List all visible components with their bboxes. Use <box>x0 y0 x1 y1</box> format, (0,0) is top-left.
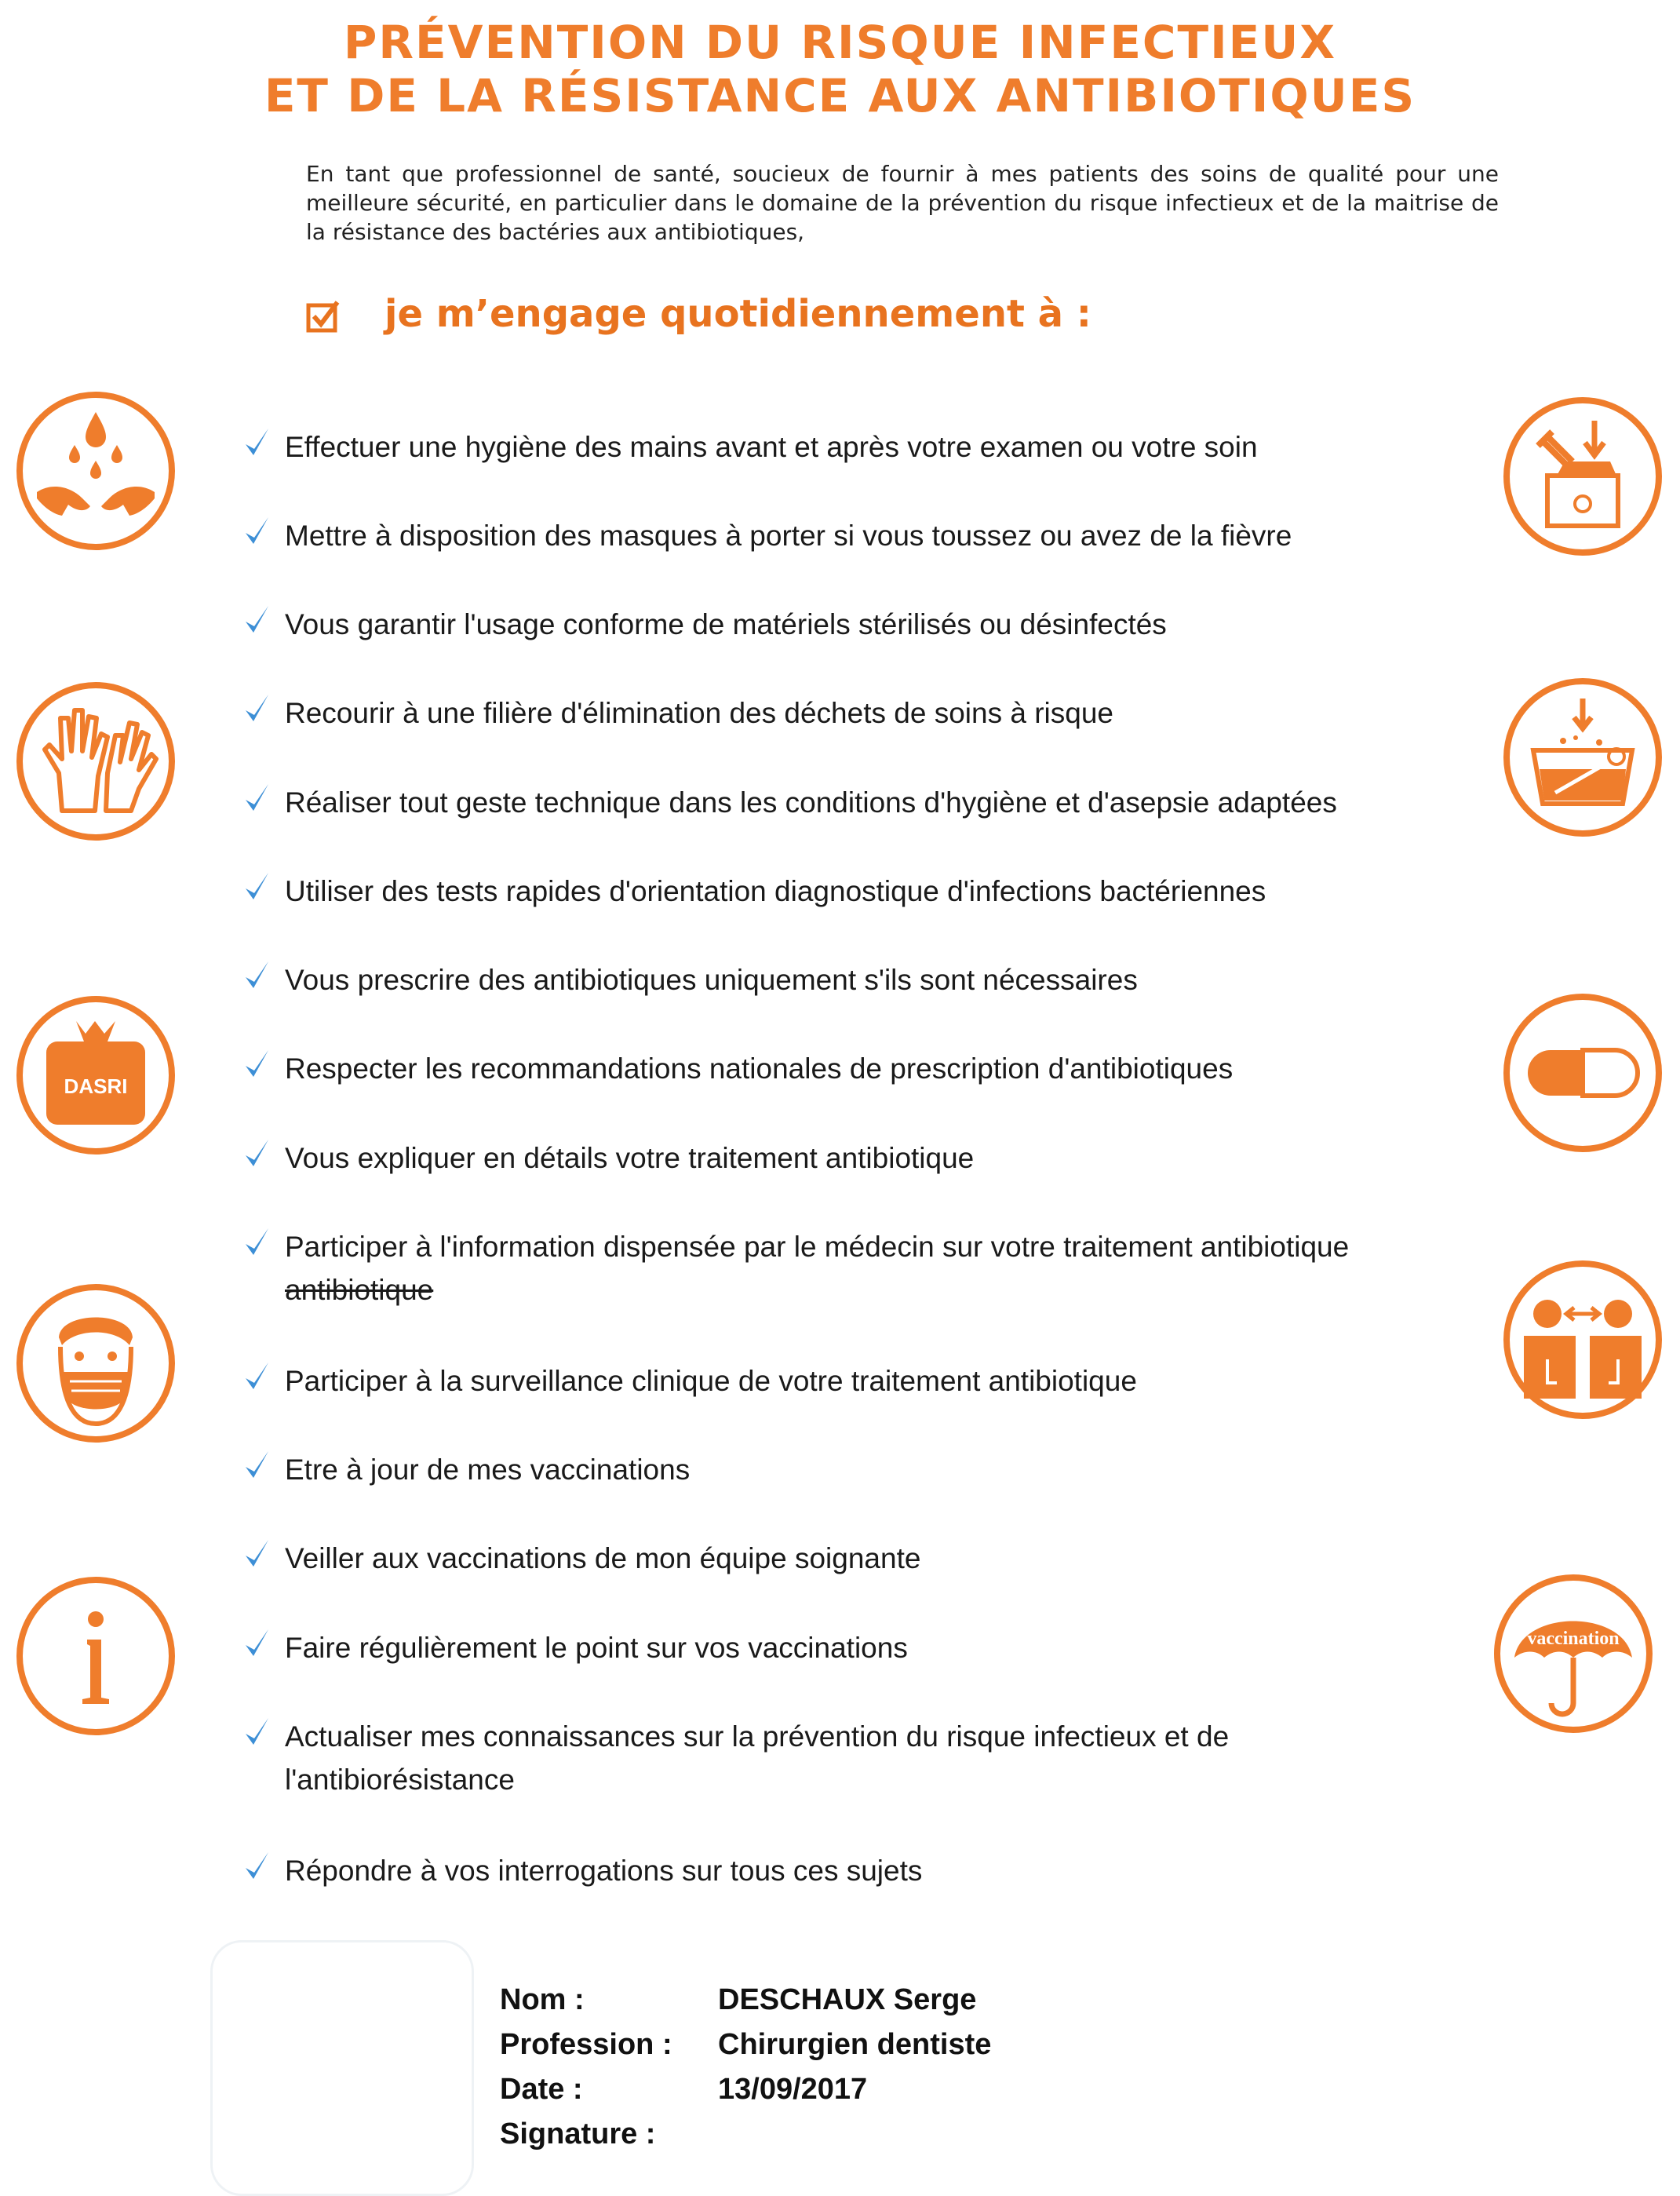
check-icon <box>243 782 270 814</box>
hand-hygiene-icon <box>13 388 178 553</box>
list-item-text: Recourir à une filière d'élimination des déchets de soins à risque <box>285 697 1113 729</box>
signature-label: Signature : <box>500 2118 656 2150</box>
checkbox-icon <box>306 299 341 334</box>
check-icon <box>243 960 270 991</box>
dasri-label: DASRI <box>64 1074 128 1098</box>
gloves-icon <box>13 679 178 844</box>
date-value: 13/09/2017 <box>718 2073 868 2106</box>
stamp-area <box>210 1940 474 2196</box>
profession-value: Chirurgien dentiste <box>718 2028 992 2061</box>
check-icon <box>243 1628 270 1659</box>
list-item-text: Répondre à vos interrogations sur tous ces sujets <box>285 1855 923 1887</box>
list-item-text: Respecter les recommandations nationales de prescription d'antibiotiques <box>285 1052 1234 1085</box>
date-label: Date : <box>500 2073 583 2106</box>
list-item-text: Participer à l'information dispensée par le médecin sur votre traitement antibiotique antibiotique <box>285 1231 1350 1306</box>
list-item-text: Actualiser mes connaissances sur la prévention du risque infectieux et de l'antibiorésistance <box>285 1720 1230 1796</box>
check-icon <box>243 693 270 724</box>
vaccination-label: vaccination <box>1527 1629 1620 1649</box>
check-icon <box>243 1716 270 1748</box>
list-item-text: Effectuer une hygiène des mains avant et après votre examen ou votre soin <box>285 431 1258 463</box>
list-item-text: Vous garantir l'usage conforme de matériels stérilisés ou désinfectés <box>285 608 1167 640</box>
list-item-text: Etre à jour de mes vaccinations <box>285 1454 691 1486</box>
face-mask-icon <box>13 1281 178 1446</box>
info-icon <box>13 1574 178 1738</box>
title-line-1: PRÉVENTION DU RISQUE INFECTIEUX <box>343 16 1337 69</box>
list-item-text: Vous expliquer en détails votre traitement antibiotique <box>285 1142 975 1174</box>
check-icon <box>243 1450 270 1481</box>
profession-label: Profession : <box>500 2028 672 2061</box>
engagement-heading <box>306 292 1091 336</box>
antibiotic-capsule-icon <box>1500 990 1665 1155</box>
list-item-text: Réaliser tout geste technique dans les conditions d'hygiène et d'asepsie adaptées <box>285 786 1337 819</box>
check-icon <box>243 1049 270 1080</box>
dasri-bag-icon <box>13 993 178 1158</box>
check-icon <box>243 1851 270 1882</box>
check-icon <box>243 604 270 636</box>
list-item <box>243 1225 1475 1311</box>
list-item-text: Utiliser des tests rapides d'orientation diagnostique d'infections bactériennes <box>285 875 1266 907</box>
check-icon <box>243 427 270 458</box>
check-icon <box>243 1361 270 1392</box>
check-icon <box>243 871 270 903</box>
doctor-patient-icon <box>1500 1257 1665 1422</box>
list-item-text: Veiller aux vaccinations de mon équipe soignante <box>285 1542 921 1574</box>
disinfection-bath-icon <box>1500 675 1665 840</box>
check-icon <box>243 1227 270 1258</box>
nom-value: DESCHAUX Serge <box>718 1983 977 2016</box>
nom-label: Nom : <box>500 1983 585 2016</box>
list-item-text: Faire régulièrement le point sur vos vaccinations <box>285 1632 908 1664</box>
list-item <box>243 1715 1475 1801</box>
engagement-text: je m’engage quotidiennement à : <box>384 292 1091 336</box>
list-item-text: Mettre à disposition des masques à porter si vous toussez ou avez de la fièvre <box>285 520 1292 552</box>
sterilization-icon <box>1500 394 1665 559</box>
check-icon <box>243 1138 270 1169</box>
check-icon <box>243 516 270 547</box>
list-item-text: Participer à la surveillance clinique de votre traitement antibiotique <box>285 1365 1137 1397</box>
check-icon <box>243 1538 270 1570</box>
struck-word: antibiotique <box>285 1274 434 1306</box>
vaccination-umbrella-icon <box>1491 1571 1656 1736</box>
intro-paragraph: En tant que professionnel de santé, soucieux de fournir à mes patients des soins de qualité pour une meilleure sécurité, en particulier dans le domaine de la prévention du risque infectieux et de la maitrise de la résistance des bactéries aux antibiotiques, <box>306 161 1499 245</box>
signature-block <box>500 1978 991 2157</box>
title-line-2: ET DE LA RÉSISTANCE AUX ANTIBIOTIQUES <box>264 69 1416 122</box>
list-item-text: Vous prescrire des antibiotiques uniquement s'ils sont nécessaires <box>285 964 1138 996</box>
